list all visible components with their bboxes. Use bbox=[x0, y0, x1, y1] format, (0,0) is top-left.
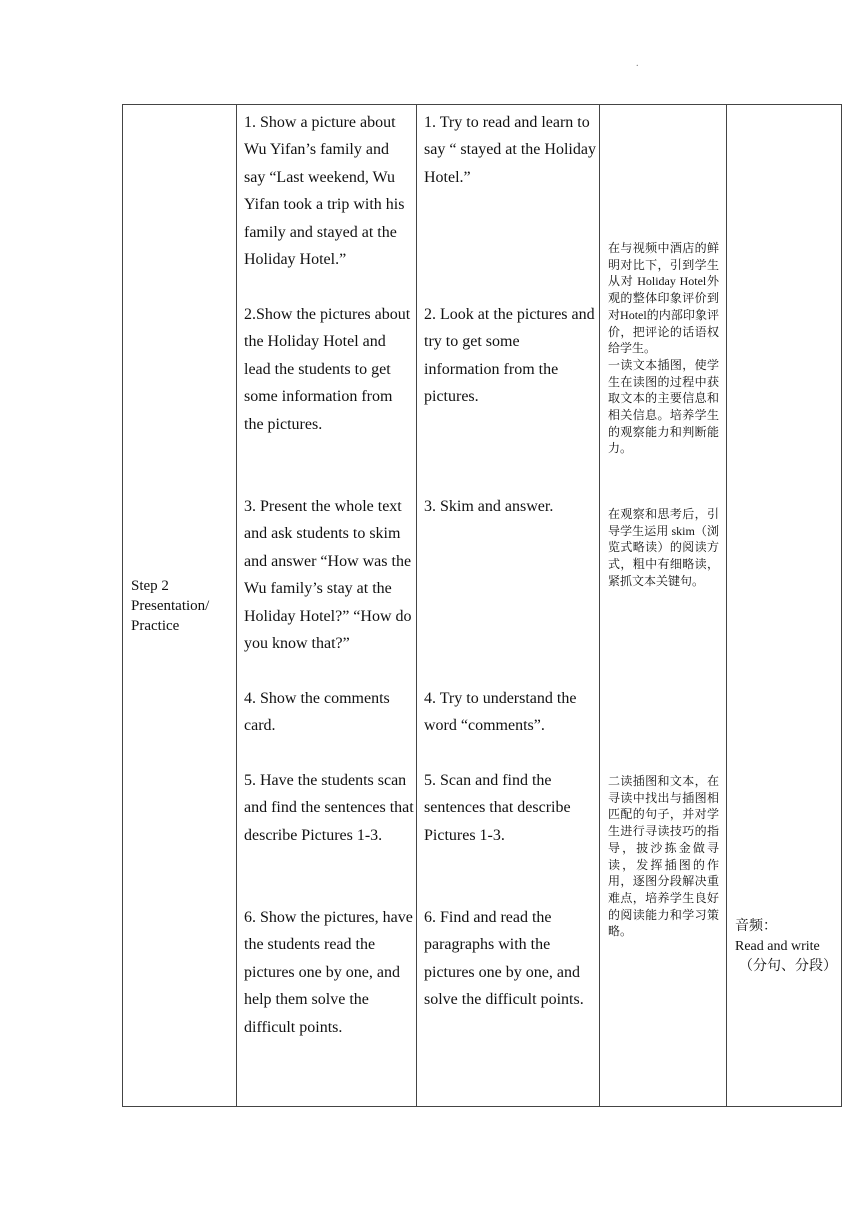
teacher-activity-cell bbox=[237, 105, 417, 1107]
student-item-5: 5. Scan and find the sentences that describe Pictures 1-3. bbox=[424, 772, 571, 844]
purpose-note-3: 二读插图和文本，在寻读中找出与插图相匹配的句子，并对学生进行寻读技巧的指导，披沙拣金做寻读，发挥插图的作用，逐图分段解决重难点，培养学生良好的阅读能力和学习策略。 bbox=[608, 774, 719, 939]
student-item-1: 1. Try to read and learn to say “ stayed at the Holiday Hotel.” bbox=[424, 114, 596, 186]
student-item-2: 2. Look at the pictures and try to get some information from the pictures. bbox=[424, 306, 595, 406]
purpose-note-1: 在与视频中酒店的鲜明对比下，引到学生从对 Holiday Hotel外观的整体印象评价到对Hotel的内部印象评价，把评论的话语权给学生。 一读文本插图，使学生在读图的过程中获取文本的主要信息和相关信息。培养学生的观察能力和判断能力。 bbox=[608, 241, 719, 456]
teacher-item-6: 6. Show the pictures, have the students read the pictures one by one, and help them solve the difficult points. bbox=[244, 909, 413, 1036]
resource-label: 音频： bbox=[735, 919, 777, 934]
resource-block bbox=[727, 911, 841, 977]
step-label: Step 2 Presentation/ Practice bbox=[131, 577, 210, 634]
teacher-item-3: 3. Present the whole text and ask students to skim and answer “How was the Wu family’s stay at the Holiday Hotel?” “How do you know that?” bbox=[244, 498, 412, 653]
teacher-item-1: 1. Show a picture about Wu Yifan’s family and say “Last weekend, Wu Yifan took a trip with his family and stayed at the Holiday Hotel.” bbox=[244, 114, 405, 269]
teacher-item-4: 4. Show the comments card. bbox=[244, 690, 390, 735]
step-cell bbox=[123, 105, 237, 1107]
resource-title: Read and write bbox=[735, 939, 820, 954]
table-row bbox=[123, 105, 842, 1107]
student-activity-cell bbox=[417, 105, 600, 1107]
student-item-3: 3. Skim and answer. bbox=[424, 498, 554, 515]
teacher-item-5: 5. Have the students scan and find the sentences that describe Pictures 1-3. bbox=[244, 772, 414, 844]
student-item-6: 6. Find and read the paragraphs with the pictures one by one, and solve the difficult points. bbox=[424, 909, 584, 1009]
student-item-4: 4. Try to understand the word “comments”. bbox=[424, 690, 577, 735]
lesson-plan-table bbox=[122, 104, 842, 1107]
resource-subtitle: （分句、分段） bbox=[739, 959, 837, 974]
resource-cell bbox=[727, 105, 842, 1107]
purpose-note-2: 在观察和思考后，引导学生运用 skim（浏览式略读）的阅读方式，粗中有细略读，紧抓文本关键句。 bbox=[608, 507, 719, 588]
purpose-cell bbox=[600, 105, 727, 1107]
teacher-item-2: 2.Show the pictures about the Holiday Hotel and lead the students to get some information from the pictures. bbox=[244, 306, 411, 433]
header-mark: . bbox=[636, 58, 639, 69]
